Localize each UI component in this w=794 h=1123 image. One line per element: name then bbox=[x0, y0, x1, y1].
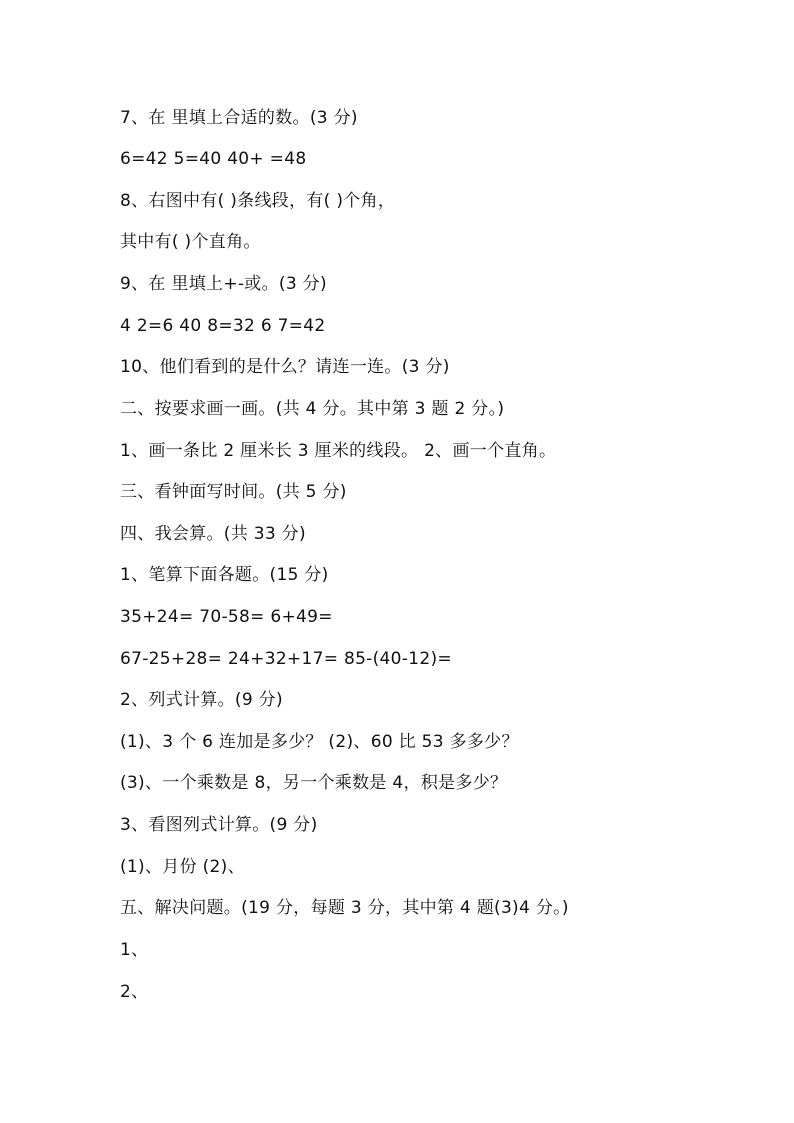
question-7-equations: 6=42 5=40 40+ =48 bbox=[120, 149, 307, 169]
question-10-heading: 10、他们看到的是什么？请连一连。(3 分) bbox=[120, 357, 450, 377]
question-8-line-2: 其中有( )个直角。 bbox=[120, 232, 261, 252]
question-7-heading: 7、在 里填上合适的数。(3 分) bbox=[120, 108, 358, 128]
section-4-part-1-heading: 1、笔算下面各题。(15 分) bbox=[120, 565, 329, 585]
section-3-heading: 三、看钟面写时间。(共 5 分) bbox=[120, 482, 347, 502]
section-5-item-1: 1、 bbox=[120, 940, 149, 960]
section-4-part-1-row-1: 35+24= 70-58= 6+49= bbox=[120, 607, 333, 627]
section-5-heading: 五、解决问题。(19 分，每题 3 分，其中第 4 题(3)4 分。) bbox=[120, 898, 569, 918]
section-4-part-3-heading: 3、看图列式计算。(9 分) bbox=[120, 815, 318, 835]
section-4-part-2-row-1: (1)、3 个 6 连加是多少？ (2)、60 比 53 多多少？ bbox=[120, 732, 519, 752]
question-9-equations: 4 2=6 40 8=32 6 7=42 bbox=[120, 316, 326, 336]
section-5-item-2: 2、 bbox=[120, 982, 149, 1002]
section-2-items: 1、画一条比 2 厘米长 3 厘米的线段。 2、画一个直角。 bbox=[120, 441, 557, 461]
section-2-heading: 二、按要求画一画。(共 4 分。其中第 3 题 2 分。) bbox=[120, 399, 505, 419]
section-4-part-2-heading: 2、列式计算。(9 分) bbox=[120, 690, 283, 710]
question-8-line-1: 8、右图中有( )条线段，有( )个角， bbox=[120, 191, 396, 211]
section-4-part-3-items: (1)、月份 (2)、 bbox=[120, 857, 245, 877]
question-9-heading: 9、在 里填上+-或。(3 分) bbox=[120, 274, 327, 294]
section-4-part-2-row-2: (3)、一个乘数是 8，另一个乘数是 4，积是多少？ bbox=[120, 773, 508, 793]
section-4-part-1-row-2: 67-25+28= 24+32+17= 85-(40-12)= bbox=[120, 649, 452, 669]
section-4-heading: 四、我会算。(共 33 分) bbox=[120, 524, 306, 544]
